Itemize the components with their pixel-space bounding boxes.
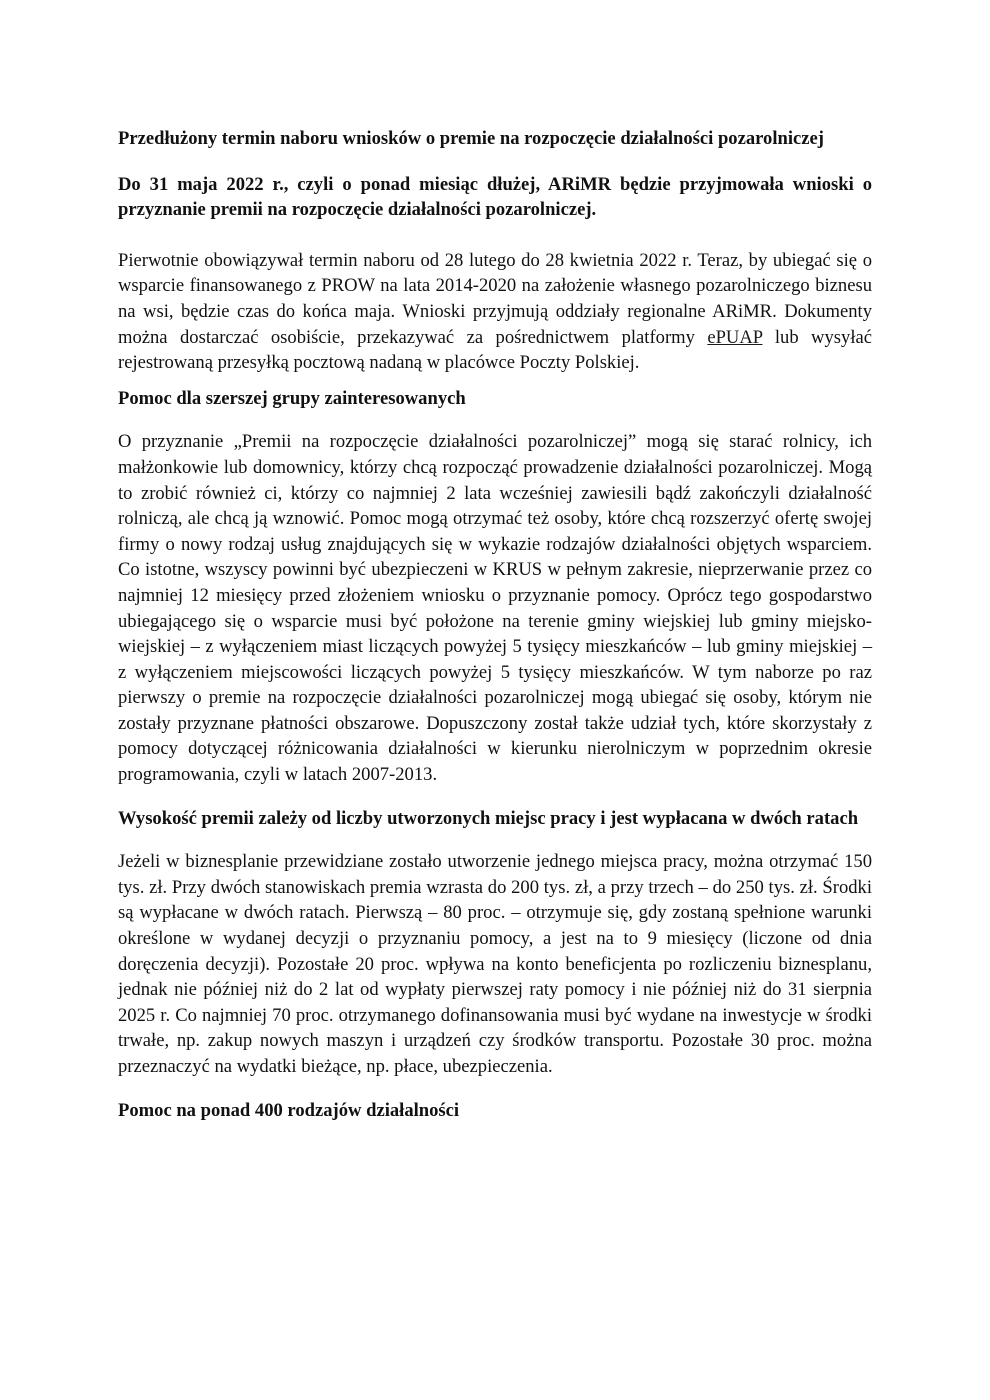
paragraph-deadline: [118, 248, 872, 376]
paragraph-text: lub wysyłać rejestrowaną przesyłką pocztową nadaną w placówce Poczty Polskiej.: [118, 326, 872, 374]
epuap-link[interactable]: ePUAP: [707, 326, 763, 348]
document-title: Przedłużony termin naboru wniosków o premie na rozpoczęcie działalności pozarolniczej: [118, 128, 824, 149]
section-heading-eligibility: Pomoc dla szerszej grupy zainteresowanych: [118, 387, 466, 409]
paragraph-eligibility: O przyznanie „Premii na rozpoczęcie działalności pozarolniczej” mogą się starać rolnicy, ich małżonkowie lub domownicy, którzy chcą rozpocząć prowadzenie działalności pozarolniczej. Mogą to zrobić również ci, którzy co najmniej 2 lata wcześniej zawiesili bądź zakończyli działalność rolniczą, ale chcą ją wznowić. Pomoc mogą otrzymać też osoby, które chcą rozszerzyć ofertę swojej firmy o nowy rodzaj usług znajdujących się w wykazie rodzajów działalności objętych wsparciem. Co istotne, wszyscy powinni być ubezpieczeni w KRUS w pełnym zakresie, nieprzerwanie przez co najmniej 12 miesięcy przed złożeniem wniosku o przyznanie pomocy. Oprócz tego gospodarstwo ubiegającego się o wsparcie musi być położone na terenie gminy wiejskiej lub gminy miejsko-wiejskiej – z wyłączeniem miast liczących powyżej 5 tysięcy mieszkańców – lub gminy miejskiej – z wyłączeniem miejscowości liczących powyżej 5 tysięcy mieszkańców. W tym naborze po raz pierwszy o premie na rozpoczęcie działalności pozarolniczej mogą ubiegać się osoby, którym nie zostały przyznane płatności obszarowe. Dopuszczony został także udział tych, które skorzystały z pomocy dotyczącej różnicowania działalności w kierunku nierolniczym w poprzednim okresie programowania, czyli w latach 2007-2013.: [118, 431, 872, 786]
paragraph-amount: Jeżeli w biznesplanie przewidziane zostało utworzenie jednego miejsca pracy, można otrzymać 150 tys. zł. Przy dwóch stanowiskach premia wzrasta do 200 tys. zł, a przy trzech – do 250 tys. zł. Środki są wypłacane w dwóch ratach. Pierwszą – 80 proc. – otrzymuje się, gdy zostaną spełnione warunki określone w wydanej decyzji o przyznaniu pomocy, a jest na to 9 miesięcy (liczone od dnia doręczenia decyzji). Pozostałe 20 proc. wpływa na konto beneficjenta po rozliczeniu biznesplanu, jednak nie później niż do 2 lat od wypłaty pierwszej raty pomocy i nie później niż do 31 sierpnia 2025 r. Co najmniej 70 proc. otrzymanego dofinansowania musi być wydane na inwestycje w środki trwałe, np. zakup nowych maszyn i urządzeń czy środków transportu. Pozostałe 30 proc. można przeznaczyć na wydatki bieżące, np. płace, ubezpieczenia.: [118, 851, 872, 1077]
section-heading-amount: Wysokość premii zależy od liczby utworzonych miejsc pracy i jest wypłacana w dwóch ratach: [118, 807, 859, 829]
section-heading-activities: Pomoc na ponad 400 rodzajów działalności: [118, 1099, 460, 1121]
paragraph-text: Pierwotnie obowiązywał termin naboru od 28 lutego do 28 kwietnia 2022 r. Teraz, by ubiegać się o wsparcie finansowanego z PROW na lata 2014-2020 na założenie własnego pozarolniczego biznesu na wsi, będzie czas do końca maja. Wnioski przyjmują oddziały regionalne ARiMR. Dokumenty można dostarczać osobiście, przekazywać za pośrednictwem platformy: [118, 249, 872, 348]
lead-paragraph: Do 31 maja 2022 r., czyli o ponad miesiąc dłużej, ARiMR będzie przyjmowała wnioski o przyznanie premii na rozpoczęcie działalności pozarolniczej.: [118, 173, 872, 221]
